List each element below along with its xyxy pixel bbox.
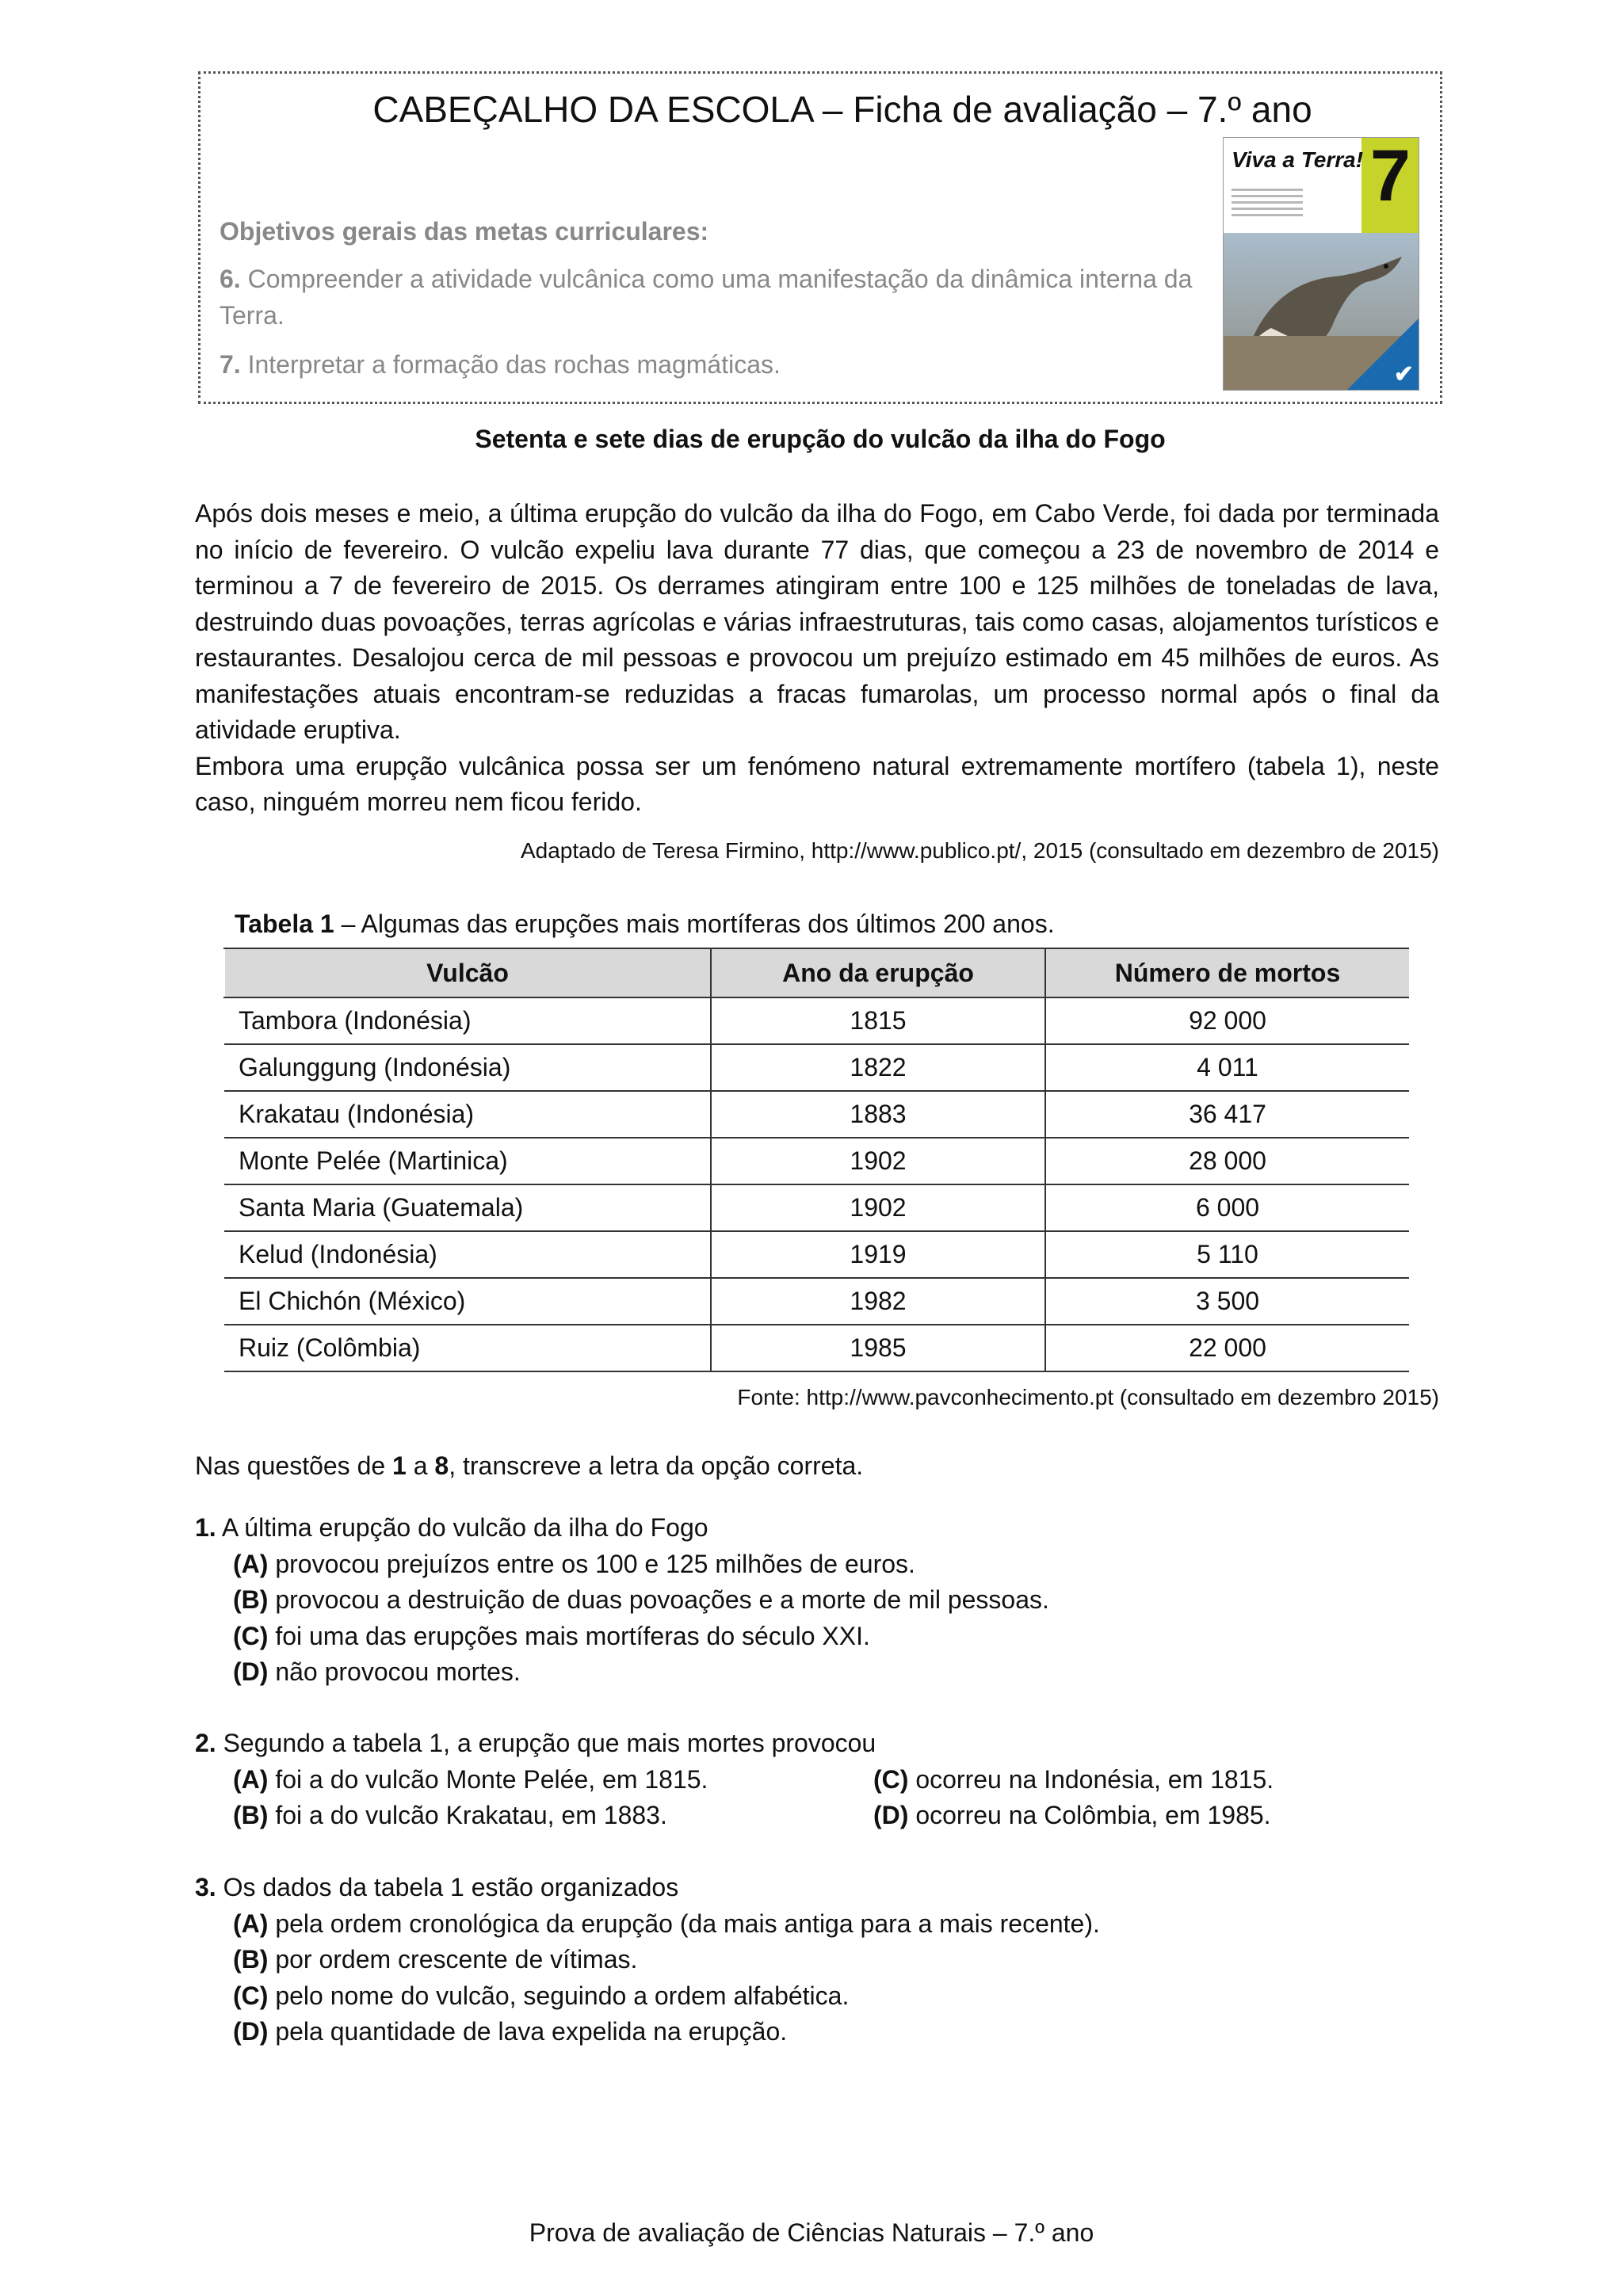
- answer-option: [195, 1547, 1049, 1583]
- cover-title: Viva a Terra!: [1232, 147, 1364, 172]
- question-number: 2.: [195, 1729, 216, 1757]
- article-source: Adaptado de Teresa Firmino, http://www.publico.pt/, 2015 (consultado em dezembro de 2015): [520, 838, 1439, 863]
- answer-option: [195, 2014, 1100, 2050]
- question-number: 3.: [195, 1873, 216, 1901]
- table-cell: Kelud (Indonésia): [224, 1231, 711, 1278]
- article-body: [195, 496, 1439, 821]
- table-cell: 22 000: [1045, 1325, 1409, 1371]
- table-cell: Ruiz (Colômbia): [224, 1325, 711, 1371]
- option-letter: (A): [233, 1909, 269, 1938]
- option-text: ocorreu na Colômbia, em 1985.: [908, 1801, 1271, 1829]
- question-text: A última erupção do vulcão da ilha do Fogo: [216, 1513, 708, 1542]
- option-letter: (D): [233, 1657, 269, 1686]
- textbook-cover-image: [1223, 137, 1419, 391]
- table-caption-label: Tabela 1: [235, 910, 334, 938]
- answer-option: [195, 1619, 1049, 1655]
- option-text: provocou a destruição de duas povoações e a morte de mil pessoas.: [268, 1585, 1049, 1614]
- curricular-objectives: [220, 213, 1194, 395]
- table-row: [224, 1091, 1409, 1138]
- question-stem: [195, 1510, 1049, 1547]
- eruptions-table: [223, 948, 1409, 1372]
- table-cell: 92 000: [1045, 997, 1409, 1044]
- table-cell: El Chichón (México): [224, 1278, 711, 1325]
- table-cell: 28 000: [1045, 1138, 1409, 1184]
- checkmark-icon: ✔: [1393, 361, 1414, 387]
- option-letter: (C): [233, 1981, 269, 2010]
- option-letter: (B): [233, 1585, 269, 1614]
- answer-option: [195, 1654, 1049, 1691]
- column-header: Vulcão: [224, 948, 711, 997]
- question-number: 1.: [195, 1513, 216, 1542]
- instructions-last-number: 8: [434, 1451, 449, 1480]
- table-cell: 1822: [711, 1044, 1045, 1091]
- option-letter: (A): [233, 1549, 269, 1578]
- table-row: [224, 1184, 1409, 1231]
- column-header: Ano da erupção: [711, 948, 1045, 997]
- question-stem: [195, 1870, 1100, 1906]
- table-cell: Santa Maria (Guatemala): [224, 1184, 711, 1231]
- question-3: [195, 1870, 1100, 2050]
- table-row: [224, 1278, 1409, 1325]
- instructions-text: a: [406, 1451, 435, 1480]
- table-row: [224, 1138, 1409, 1184]
- objective-number: 6.: [220, 265, 241, 293]
- option-text: foi a do vulcão Monte Pelée, em 1815.: [268, 1764, 708, 1794]
- question-text: Segundo a tabela 1, a erupção que mais mortes provocou: [216, 1729, 876, 1757]
- answer-option: [195, 1582, 1049, 1619]
- table-cell: 1985: [711, 1325, 1045, 1371]
- table-cell: 6 000: [1045, 1184, 1409, 1231]
- option-letter: (D): [233, 2017, 269, 2046]
- question-2: [195, 1726, 1349, 1834]
- option-letter: (B): [233, 1945, 269, 1974]
- header-title: CABEÇALHO DA ESCOLA – Ficha de avaliação – 7.º ano: [372, 89, 1312, 130]
- option-text: ocorreu na Indonésia, em 1815.: [908, 1764, 1274, 1794]
- option-text: por ordem crescente de vítimas.: [268, 1945, 638, 1974]
- option-text: pela quantidade de lava expelida na erupção.: [268, 2017, 788, 2046]
- table-row: [224, 997, 1409, 1044]
- option-text: provocou prejuízos entre os 100 e 125 milhões de euros.: [268, 1549, 915, 1578]
- option-letter: (A): [233, 1764, 269, 1794]
- objectives-heading: Objetivos gerais das metas curriculares:: [220, 217, 709, 246]
- option-text: não provocou mortes.: [268, 1657, 521, 1686]
- option-letter: (B): [233, 1801, 269, 1829]
- answer-option: [873, 1762, 1349, 1798]
- article-title: Setenta e sete dias de erupção do vulcão da ilha do Fogo: [475, 425, 1166, 453]
- option-text: foi a do vulcão Krakatau, em 1883.: [268, 1801, 667, 1829]
- table-cell: 5 110: [1045, 1231, 1409, 1278]
- cover-grade-number: 7: [1369, 137, 1411, 216]
- table-cell: Tambora (Indonésia): [224, 997, 711, 1044]
- option-letter: (C): [233, 1621, 269, 1650]
- page-footer: Prova de avaliação de Ciências Naturais – 7.º ano: [529, 2218, 1094, 2247]
- instructions-text: , transcreve a letra da opção correta.: [449, 1451, 864, 1480]
- question-1: [195, 1510, 1049, 1691]
- option-text: foi uma das erupções mais mortíferas do século XXI.: [268, 1621, 870, 1650]
- question-stem: [195, 1726, 1349, 1762]
- table-cell: 4 011: [1045, 1044, 1409, 1091]
- option-letter: (C): [873, 1764, 909, 1794]
- table-cell: 3 500: [1045, 1278, 1409, 1325]
- table-cell: 1982: [711, 1278, 1045, 1325]
- school-header-box: [198, 71, 1442, 404]
- objective-text: Compreender a atividade vulcânica como uma manifestação da dinâmica interna da Terra.: [220, 265, 1193, 330]
- table-row: [224, 1231, 1409, 1278]
- table-cell: 1883: [711, 1091, 1045, 1138]
- answer-option: [233, 1762, 873, 1798]
- article-paragraph: Embora uma erupção vulcânica possa ser um fenómeno natural extremamente mortífero (tabela 1), neste caso, ninguém morreu nem ficou ferido.: [195, 751, 1439, 816]
- column-header: Número de mortos: [1045, 948, 1409, 997]
- table-cell: 1919: [711, 1231, 1045, 1278]
- table-cell: 36 417: [1045, 1091, 1409, 1138]
- table-cell: Krakatau (Indonésia): [224, 1091, 711, 1138]
- objective-text: Interpretar a formação das rochas magmáticas.: [240, 350, 781, 379]
- article-paragraph: Após dois meses e meio, a última erupção do vulcão da ilha do Fogo, em Cabo Verde, foi dada por terminada no início de fevereiro. O vulcão expeliu lava durante 77 dias, que começou a 23 de novembro de 2014 e terminou a 7 de fevereiro de 2015. Os derrames atingiram entre 100 e 125 milhões de toneladas de lava, destruindo duas povoações, terras agrícolas e várias infraestruturas, tais como casas, alojamentos turísticos e restaurantes. Desalojou cerca de mil pessoas e provocou um prejuízo estimado em 45 milhões de euros. As manifestações atuais encontram-se reduzidas a fracas fumarolas, um processo normal após o final da atividade eruptiva.: [195, 499, 1439, 744]
- cover-text-lines: [1232, 189, 1303, 220]
- instructions-text: Nas questões de: [195, 1451, 393, 1480]
- answer-option: [233, 1798, 873, 1834]
- objective-item: [220, 261, 1194, 334]
- option-letter: (D): [873, 1801, 909, 1829]
- table-header-row: [224, 948, 1409, 997]
- question-text: Os dados da tabela 1 estão organizados: [216, 1873, 679, 1901]
- table-caption: [235, 910, 1055, 939]
- table-cell: 1902: [711, 1184, 1045, 1231]
- answer-option: [195, 1942, 1100, 1978]
- table-cell: 1815: [711, 997, 1045, 1044]
- answer-option: [873, 1798, 1349, 1834]
- answer-options-grid: [195, 1762, 1349, 1834]
- table-row: [224, 1325, 1409, 1371]
- instructions: [195, 1451, 863, 1481]
- instructions-first-number: 1: [392, 1451, 407, 1480]
- table-row: [224, 1044, 1409, 1091]
- objective-item: [220, 346, 1194, 383]
- table-cell: Monte Pelée (Martinica): [224, 1138, 711, 1184]
- table-source: Fonte: http://www.pavconhecimento.pt (consultado em dezembro 2015): [737, 1385, 1439, 1409]
- option-text: pela ordem cronológica da erupção (da mais antiga para a mais recente).: [268, 1909, 1100, 1938]
- answer-option: [195, 1906, 1100, 1943]
- table-caption-text: – Algumas das erupções mais mortíferas dos últimos 200 anos.: [334, 910, 1055, 938]
- option-text: pelo nome do vulcão, seguindo a ordem alfabética.: [268, 1981, 850, 2010]
- objective-number: 7.: [220, 350, 241, 379]
- answer-option: [195, 1978, 1100, 2015]
- table-cell: Galunggung (Indonésia): [224, 1044, 711, 1091]
- table-cell: 1902: [711, 1138, 1045, 1184]
